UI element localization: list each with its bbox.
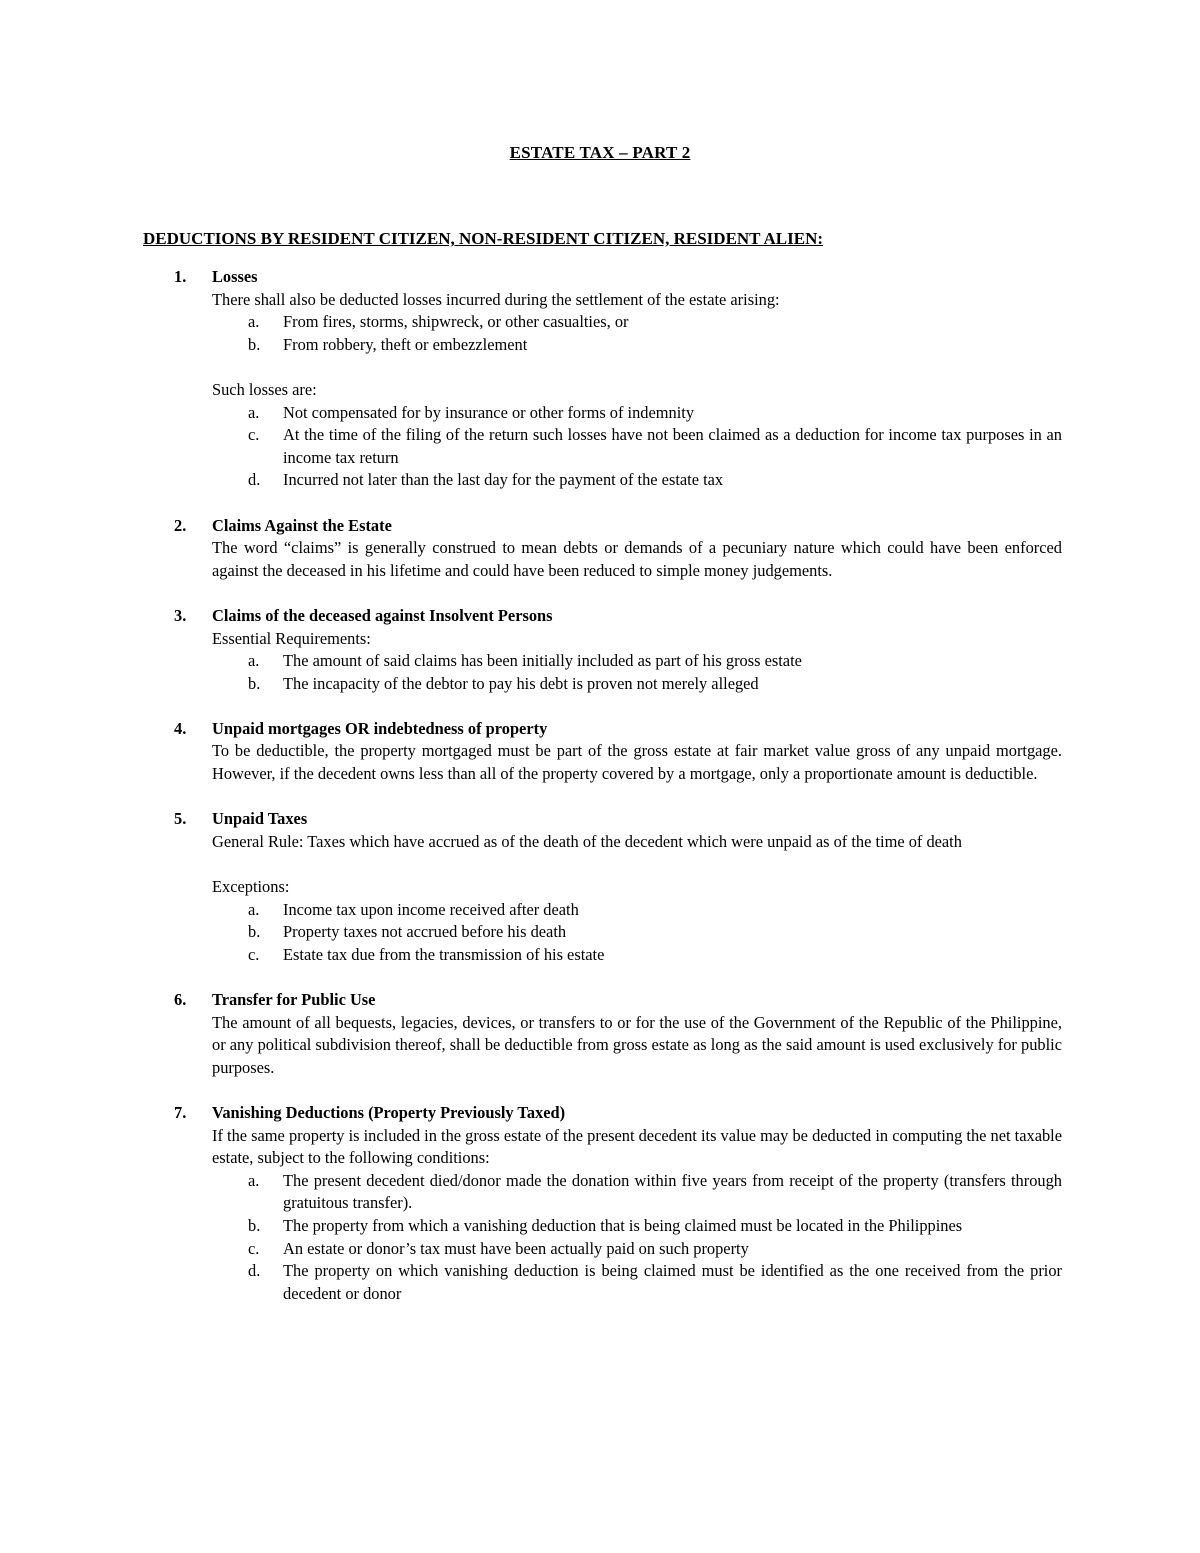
- item-number: 7.: [174, 1102, 187, 1122]
- item-title: Claims Against the Estate: [212, 515, 392, 535]
- list-letter: a.: [248, 402, 260, 422]
- list-letter: a.: [248, 651, 260, 671]
- sub-list: [212, 402, 1062, 492]
- list-item: [212, 944, 1062, 967]
- item-title: Losses: [212, 267, 258, 286]
- deduction-item-losses: [162, 266, 1062, 492]
- deduction-item-claims-against-estate: [162, 515, 1062, 583]
- list-item: [212, 334, 1062, 357]
- deduction-item-vanishing-deductions: [162, 1102, 1062, 1305]
- deduction-item-unpaid-mortgages: [162, 718, 1062, 786]
- item-title: Unpaid mortgages OR indebtedness of property: [212, 718, 548, 738]
- item-title: Transfer for Public Use: [212, 990, 376, 1009]
- list-item: [212, 1170, 1062, 1215]
- list-item: [212, 311, 1062, 334]
- list-text: The incapacity of the debtor to pay his debt is proven not merely alleged: [283, 673, 759, 693]
- list-letter: c.: [248, 425, 260, 445]
- sub-list: [212, 1170, 1062, 1306]
- list-item: [212, 402, 1062, 425]
- list-letter: b.: [248, 673, 261, 693]
- item-paragraph: The amount of all bequests, legacies, devices, or transfers to or for the use of the Government of the Republic of the Philippine, or any political subdivision thereof, shall be deductible from gross estate as long as the said amount is used exclusively for public purposes.: [212, 1012, 1062, 1077]
- list-text: The property on which vanishing deduction is being claimed must be identified as the one received from the prior decedent or donor: [283, 1261, 1062, 1303]
- list-letter: b.: [248, 334, 261, 354]
- item-number: 1.: [174, 267, 187, 286]
- list-letter: d.: [248, 470, 261, 490]
- item-title: Claims of the deceased against Insolvent Persons: [212, 605, 553, 625]
- section-heading: DEDUCTIONS BY RESIDENT CITIZEN, NON-RESIDENT CITIZEN, RESIDENT ALIEN:: [143, 229, 824, 248]
- list-text: At the time of the filing of the return such losses have not been claimed as a deduction for income tax purposes in an income tax return: [283, 425, 1062, 467]
- deduction-item-unpaid-taxes: [162, 808, 1062, 966]
- list-text: Not compensated for by insurance or other forms of indemnity: [283, 402, 695, 422]
- item-paragraph: To be deductible, the property mortgaged must be part of the gross estate at fair market value gross of any unpaid mortgage. However, if the decedent owns less than all of the property covered by a mortgage, only a proportionate amount is deductible.: [212, 741, 1062, 784]
- list-letter: a.: [248, 899, 260, 919]
- item-paragraph: Exceptions:: [212, 877, 290, 897]
- list-letter: c.: [248, 944, 260, 964]
- list-text: The present decedent died/donor made the donation within five years from receipt of the property (transfers through gratuitous transfer).: [283, 1170, 1062, 1213]
- sub-list: [212, 899, 1062, 967]
- list-text: From robbery, theft or embezzlement: [283, 334, 528, 354]
- item-number: 5.: [174, 809, 187, 829]
- list-text: Estate tax due from the transmission of his estate: [283, 944, 605, 964]
- list-letter: b.: [248, 1215, 261, 1235]
- list-text: From fires, storms, shipwreck, or other casualties, or: [283, 312, 629, 332]
- deductions-list: [162, 266, 1062, 1328]
- item-paragraph: Essential Requirements:: [212, 628, 371, 648]
- item-title: Vanishing Deductions (Property Previously Taxed): [212, 1102, 566, 1122]
- item-paragraph: Such losses are:: [212, 379, 317, 399]
- item-number: 2.: [174, 515, 187, 535]
- item-number: 6.: [174, 990, 187, 1009]
- item-paragraph: General Rule: Taxes which have accrued as of the death of the decedent which were unpaid as of the time of death: [212, 831, 962, 851]
- list-letter: a.: [248, 1170, 260, 1190]
- item-paragraph: The word “claims” is generally construed to mean debts or demands of a pecuniary nature which could have been enforced against the deceased in his lifetime and could have been reduced to simple money judgements.: [212, 538, 1062, 580]
- item-number: 3.: [174, 605, 187, 625]
- list-letter: c.: [248, 1238, 260, 1258]
- list-item: [212, 921, 1062, 944]
- sub-list: [212, 650, 1062, 695]
- list-item: [212, 469, 1062, 492]
- list-item: [212, 424, 1062, 469]
- list-letter: a.: [248, 312, 260, 332]
- item-paragraph: There shall also be deducted losses incurred during the settlement of the estate arising:: [212, 289, 780, 309]
- item-title: Unpaid Taxes: [212, 809, 308, 829]
- list-item: [212, 1260, 1062, 1305]
- list-text: The property from which a vanishing deduction that is being claimed must be located in the Philippines: [283, 1215, 963, 1235]
- deduction-item-transfer-public-use: [162, 989, 1062, 1079]
- list-letter: d.: [248, 1261, 261, 1281]
- list-text: Incurred not later than the last day for the payment of the estate tax: [283, 470, 724, 490]
- list-text: An estate or donor’s tax must have been actually paid on such property: [283, 1238, 749, 1258]
- list-text: Property taxes not accrued before his death: [283, 922, 567, 942]
- list-item: [212, 1238, 1062, 1261]
- document-title: ESTATE TAX – PART 2: [509, 143, 691, 162]
- deduction-item-insolvent-persons: [162, 605, 1062, 695]
- list-letter: b.: [248, 922, 261, 942]
- list-item: [212, 899, 1062, 922]
- item-number: 4.: [174, 718, 187, 738]
- sub-list: [212, 311, 1062, 356]
- item-paragraph: If the same property is included in the gross estate of the present decedent its value may be deducted in computing the net taxable estate, subject to the following conditions:: [212, 1125, 1062, 1168]
- list-item: [212, 673, 1062, 696]
- list-text: Income tax upon income received after death: [283, 899, 579, 919]
- list-item: [212, 650, 1062, 673]
- list-item: [212, 1215, 1062, 1238]
- list-text: The amount of said claims has been initially included as part of his gross estate: [283, 651, 802, 671]
